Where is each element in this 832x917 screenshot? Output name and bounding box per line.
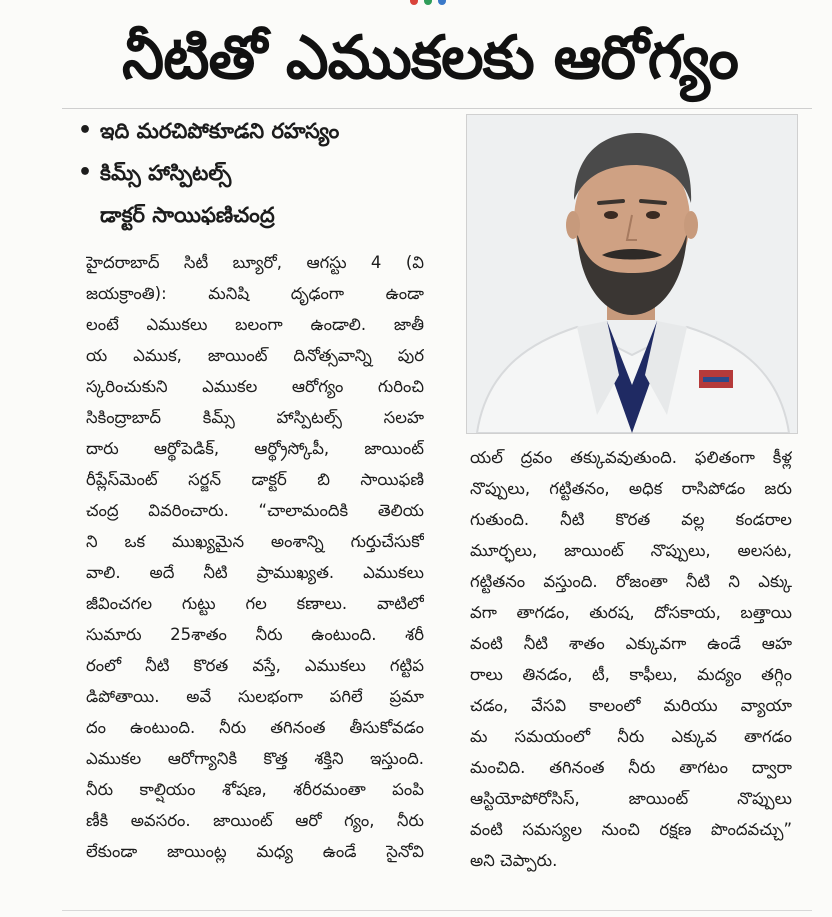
text-line: ని ఒక ముఖ్యమైన అంశాన్ని గుర్తుచేసుకో <box>86 532 424 551</box>
text-line: నీరు కాల్షియం శోషణ, శరీరమంతా పంపి <box>86 780 424 799</box>
text-line: య ఎముక, జాయింట్ దినోత్సవాన్ని పుర <box>86 346 424 365</box>
text-line: యల్ ద్రవం తక్కువవుతుంది. ఫలితంగా కీళ్ల <box>470 448 792 467</box>
green-dot <box>424 0 432 5</box>
text-line: డిపోతాయి. అవే సులభంగా పగిలే ప్రమా <box>86 687 424 706</box>
text-line: ఆస్టియోపోరోసిస్, జాయింట్ నొప్పులు <box>470 789 792 808</box>
text-line: ఎముకల ఆరోగ్యానికి కొత్త శక్తిని ఇస్తుంది. <box>86 749 424 768</box>
text-line: వగా తాగడం, తురష, దోసకాయ, బత్తాయి <box>470 603 792 622</box>
text-line: మూర్ఛలు, జాయింట్ నొప్పులు, అలసట, <box>470 541 792 560</box>
masthead-color-dots <box>410 0 446 6</box>
text-line: చడం, వేసవి కాలంలో మరియు వ్యాయా <box>470 696 792 715</box>
text-line: హైదరాబాద్ సిటీ బ్యూరో, ఆగస్టు 4 (వి <box>86 253 424 272</box>
text-line: రీప్లేస్‌మెంట్ సర్జన్ డాక్టర్ బి సాయిఫణి <box>86 470 424 489</box>
text-line: చంద్ర వివరించారు. “చాలామందికి తెలియ <box>86 501 424 520</box>
doctor-photo <box>466 114 798 434</box>
text-line: సికింద్రాబాద్ కిమ్స్ హాస్పిటల్స్ సలహ <box>86 408 424 427</box>
text-line: నొప్పులు, గట్టితనం, అధిక రాసిపోడం జరు <box>470 479 792 498</box>
text-line: దారు ఆర్థోపెడిక్, ఆర్థ్రోస్కోపీ, జాయింట్ <box>86 439 424 458</box>
text-line: వాలి. అదే నీటి ప్రాముఖ్యత. ఎముకలు <box>86 563 424 582</box>
text-line: ణీకి అవసరం. జాయింట్ ఆరో గ్యం, నీరు <box>86 811 424 830</box>
body-column-left <box>86 247 424 867</box>
doctor-portrait-image <box>467 115 797 433</box>
text-line: గుతుంది. నీటి కొరత వల్ల కండరాల <box>470 510 792 529</box>
text-line: మంచిది. తగినంత నీరు తాగటం ద్వారా <box>470 758 792 777</box>
red-dot <box>410 0 418 5</box>
blue-dot <box>438 0 446 5</box>
headline-divider <box>62 108 812 109</box>
text-line: అని చెప్పారు. <box>470 851 558 870</box>
bullet-text: ఇది మరచిపోకూడని రహస్యం <box>100 119 340 143</box>
body-column-right <box>470 442 792 876</box>
bullet-dot-icon: • <box>78 118 93 143</box>
text-line: లంటే ఎముకలు బలంగా ఉండాలి. జాతీ <box>86 315 424 334</box>
page-bottom-rule <box>62 910 812 911</box>
text-line: వంటి నీటి శాతం ఎక్కువగా ఉండే ఆహ <box>470 634 792 653</box>
text-line: రంలో నీటి కొరత వస్తే, ఎముకలు గట్టిప <box>86 656 424 675</box>
text-line: స్కరించుకుని ఎముకల ఆరోగ్యం గురించి <box>86 377 424 396</box>
text-line: మ సమయంలో నీరు ఎక్కువ తాగడం <box>470 727 792 746</box>
article-headline: నీటితో ఎముకలకు ఆరోగ్యం <box>122 23 738 93</box>
bullet-item <box>74 152 454 194</box>
bullet-text-continuation: డాక్టర్ సాయిఫణిచంద్ర <box>100 203 275 227</box>
text-line: జయక్రాంతి): మనిషి దృఢంగా ఉండా <box>86 284 424 303</box>
bullet-item <box>74 110 454 152</box>
text-line: దం ఉంటుంది. నీరు తగినంత తీసుకోవడం <box>86 718 424 737</box>
bullet-text: కిమ్స్ హాస్పిటల్స్ <box>100 161 232 185</box>
text-line: గట్టితనం వస్తుంది. రోజంతా నీటి ని ఎక్కు <box>470 572 792 591</box>
bullet-dot-icon: • <box>78 160 93 185</box>
text-line: సుమారు 25శాతం నీరు ఉంటుంది. శరీ <box>86 625 424 644</box>
text-line: లేకుండా జాయింట్ల మధ్య ఉండే సైనోవి <box>86 842 424 861</box>
text-line: రాలు తినడం, టీ, కాఫీలు, మద్యం తగ్గిం <box>470 665 792 684</box>
highlight-bullets <box>74 110 454 236</box>
text-line: జీవించగల గుట్టు గల కణాలు. వాటిలో <box>86 594 424 613</box>
text-line: వంటి సమస్యల నుంచి రక్షణ పొందవచ్చు” <box>470 820 792 839</box>
